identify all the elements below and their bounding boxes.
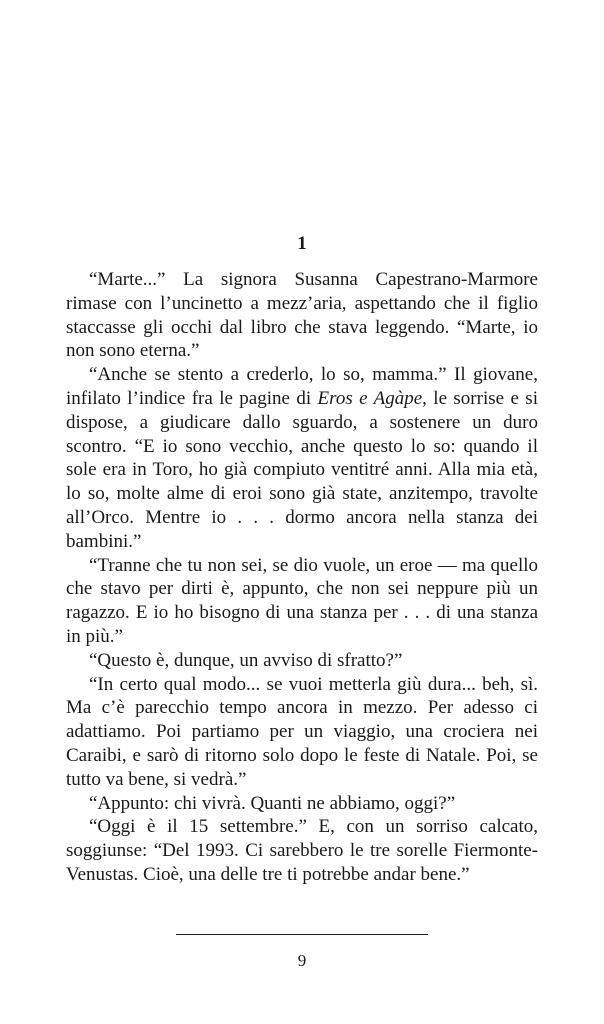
paragraph: “Oggi è il 15 settembre.” E, con un sorriso calcato, soggiunse: “Del 1993. Ci sarebbero le tre sorelle Fiermonte-Venustas. Cioè, una delle tre ti potrebbe andar bene.” bbox=[66, 816, 538, 885]
paragraph bbox=[66, 363, 538, 553]
paragraph: “In certo qual modo... se vuoi metterla giù dura... beh, sì. Ma c’è parecchio tempo ancora in mezzo. Per adesso ci adattiamo. Poi partiamo per un viaggio, una crociera nei Caraibi, e sarò di ritorno solo dopo le feste di Natale. Poi, se tutto va bene, si vedrà.” bbox=[66, 673, 538, 790]
paragraph: “Appunto: chi vivrà. Quanti ne abbiamo, oggi?” bbox=[89, 792, 456, 814]
book-title-italic: Eros e Agàpe bbox=[317, 387, 423, 409]
chapter-number: 1 bbox=[297, 233, 307, 254]
page-number: 9 bbox=[297, 951, 307, 970]
footer-divider bbox=[176, 934, 428, 935]
paragraph: “Tranne che tu non sei, se dio vuole, un eroe — ma quello che stavo per dirti è, appunto, che non sei neppure più un ragazzo. E io ho bisogno di una stanza per . . . di una stanza in più.” bbox=[66, 554, 538, 647]
paragraph: “Questo è, dunque, un avviso di sfratto?” bbox=[89, 649, 403, 671]
paragraph: “Marte...” La signora Susanna Capestrano-Marmore rimase con l’uncinetto a mezz’aria, aspettando che il figlio staccasse gli occhi dal libro che stava leggendo. “Marte, io non sono eterna.” bbox=[66, 269, 538, 362]
paragraph-text: “Anche se stento a crederlo, lo so, mamma.” Il giovane, infilato l’indice fra le pagine di bbox=[66, 364, 538, 409]
chapter-body bbox=[66, 268, 538, 887]
paragraph-text: , le sorrise e si dispose, a giudicare dallo sguardo, a sostenere un duro scontro. “E io sono vecchio, anche questo lo so: quando il sole era in Toro, ho già compiuto ventitré anni. Alla mia età, lo so, molte alme di eroi sono già state, anzitempo, travolte all’Orco. Mentre io . . . dormo ancora nella stanza dei bambini.” bbox=[66, 387, 538, 552]
